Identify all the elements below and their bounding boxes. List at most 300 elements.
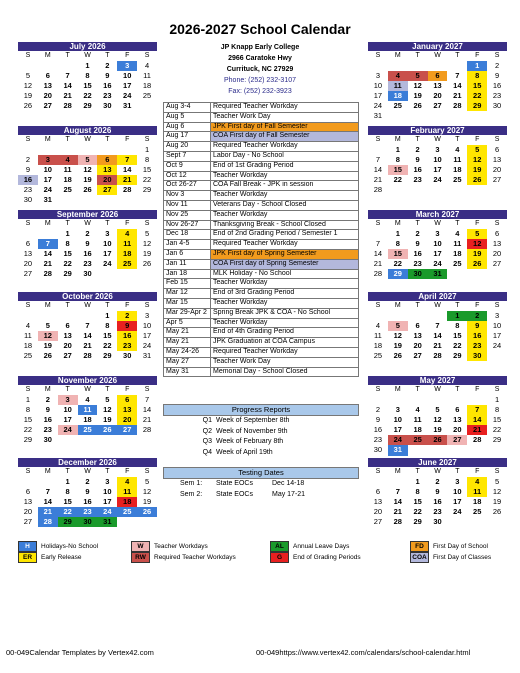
calendar-empty-cell xyxy=(428,527,448,537)
calendar-empty-cell xyxy=(137,527,157,537)
weekday-header: T xyxy=(415,136,420,143)
calendar-day: 8 xyxy=(144,155,150,165)
calendar-day: 8 xyxy=(395,155,400,165)
legend-key: G xyxy=(270,552,289,563)
calendar-empty-cell xyxy=(388,195,408,205)
school-fax: Fax: (252) 232-3923 xyxy=(228,88,292,95)
event-date: Jan 6 xyxy=(164,249,211,259)
calendar-empty-cell xyxy=(368,477,388,487)
progress-reports-heading: Progress Reports xyxy=(163,404,359,416)
calendar-day: 22 xyxy=(142,175,152,185)
calendar-day: 24 xyxy=(373,101,383,111)
calendar-day: 10 xyxy=(453,487,462,497)
calendar-day: 16 xyxy=(492,81,502,91)
calendar-day: 22 xyxy=(492,425,502,435)
calendar-day: 2 xyxy=(375,405,380,415)
testing-dates-heading: Testing Dates xyxy=(163,467,359,479)
calendar-day: 21 xyxy=(63,91,72,101)
event-date: Mar 15 xyxy=(164,298,211,308)
calendar-day: 7 xyxy=(45,487,50,497)
event-description: Required Teacher Workday xyxy=(211,103,359,113)
calendar-day: 23 xyxy=(23,185,33,195)
calendar-empty-cell xyxy=(388,395,408,405)
calendar-empty-cell xyxy=(137,361,157,371)
calendar-empty-cell xyxy=(137,279,157,289)
calendar-empty-cell xyxy=(447,195,467,205)
calendar-day: 28 xyxy=(142,425,152,435)
testing-semester: Sem 1: xyxy=(180,480,203,487)
weekday-header: S xyxy=(25,220,31,227)
calendar-day: 17 xyxy=(373,91,383,101)
calendar-empty-cell xyxy=(408,111,428,121)
calendar-day: 13 xyxy=(433,81,442,91)
calendar-day: 7 xyxy=(38,239,58,249)
calendar-day: 27 xyxy=(117,425,137,435)
event-date: Nov 3 xyxy=(164,191,211,201)
calendar-day: 12 xyxy=(103,405,112,415)
calendar-day: 27 xyxy=(413,351,422,361)
calendar-empty-cell xyxy=(38,527,58,537)
calendar-day: 14 xyxy=(43,497,52,507)
calendar-day: 21 xyxy=(373,175,383,185)
calendar-day: 20 xyxy=(413,341,422,351)
calendar-day: 3 xyxy=(117,61,137,71)
event-date: Jan 11 xyxy=(164,259,211,269)
weekday-header: T xyxy=(105,468,110,475)
calendar-empty-cell xyxy=(447,269,467,279)
calendar-day: 1 xyxy=(144,145,150,154)
calendar-day: 10 xyxy=(63,405,72,415)
calendar-empty-cell xyxy=(487,351,507,361)
calendar-empty-cell xyxy=(58,61,78,71)
calendar-day: 12 xyxy=(23,81,33,91)
calendar-day: 11 xyxy=(453,155,462,165)
progress-quarter: Q4 xyxy=(202,448,212,456)
calendar-day: 1 xyxy=(494,395,500,404)
calendar-day: 3 xyxy=(494,311,500,320)
calendar-day: 12 xyxy=(142,487,152,497)
calendar-day: 10 xyxy=(433,155,442,165)
legend-item xyxy=(18,541,98,551)
month-block xyxy=(368,292,507,372)
weekday-header: T xyxy=(455,52,460,59)
weekday-header: F xyxy=(125,468,130,475)
calendar-day: 21 xyxy=(453,91,462,101)
calendar-day: 18 xyxy=(83,415,92,425)
calendar-day: 8 xyxy=(25,405,30,415)
calendar-day: 25 xyxy=(63,185,72,195)
calendar-empty-cell xyxy=(117,111,137,121)
progress-week: Week of February 8th xyxy=(216,438,284,445)
calendar-empty-cell xyxy=(487,185,507,195)
weekday-header: T xyxy=(105,386,110,393)
calendar-day: 14 xyxy=(43,249,52,259)
calendar-day: 1 xyxy=(105,311,110,320)
calendar-day: 23 xyxy=(83,259,92,269)
calendar-day: 9 xyxy=(375,415,380,425)
calendar-day: 19 xyxy=(413,91,422,101)
event-description: Memorial Day - School Closed xyxy=(211,367,359,377)
event-description: Teacher Workday xyxy=(211,279,359,289)
event-row xyxy=(164,338,359,348)
calendar-day: 21 xyxy=(43,259,52,269)
calendar-day: 6 xyxy=(25,487,30,497)
event-row xyxy=(164,328,359,338)
calendar-empty-cell xyxy=(38,477,58,487)
calendar-day: 2 xyxy=(85,477,90,486)
calendar-empty-cell xyxy=(368,195,388,205)
weekday-header: F xyxy=(125,220,130,227)
calendar-empty-cell xyxy=(38,361,58,371)
calendar-day: 26 xyxy=(467,175,487,185)
calendar-day: 7 xyxy=(85,321,90,331)
weekday-header: M xyxy=(44,136,51,143)
calendar-day: 15 xyxy=(103,331,112,341)
calendar-empty-cell xyxy=(117,195,137,205)
calendar-day: 18 xyxy=(453,249,462,259)
calendar-day: 7 xyxy=(375,239,380,249)
calendar-day: 28 xyxy=(473,435,482,445)
calendar-day: 17 xyxy=(433,165,442,175)
calendar-day: 10 xyxy=(43,165,52,175)
calendar-day: 22 xyxy=(58,507,78,517)
legend-item xyxy=(410,552,491,562)
calendar-empty-cell xyxy=(388,279,408,289)
calendar-day: 20 xyxy=(97,175,117,185)
calendar-day: 7 xyxy=(375,155,380,165)
calendar-empty-cell xyxy=(117,445,137,455)
calendar-day: 21 xyxy=(433,341,442,351)
weekday-header: F xyxy=(475,220,480,227)
calendar-day: 25 xyxy=(408,435,428,445)
calendar-day: 9 xyxy=(45,405,50,415)
calendar-day: 3 xyxy=(455,477,460,486)
calendar-day: 15 xyxy=(413,497,422,507)
month-block xyxy=(18,376,157,456)
calendar-empty-cell xyxy=(388,477,408,487)
calendar-day: 28 xyxy=(123,185,132,195)
progress-week: Week of September 8th xyxy=(216,417,290,424)
calendar-day: 9 xyxy=(105,71,110,81)
calendar-day: 21 xyxy=(83,341,92,351)
calendar-empty-cell xyxy=(408,527,428,537)
calendar-day: 31 xyxy=(388,445,408,455)
calendar-day: 22 xyxy=(413,507,422,517)
calendar-day: 5 xyxy=(388,321,408,331)
calendar-day: 29 xyxy=(467,101,487,111)
calendar-empty-cell xyxy=(18,445,38,455)
event-row xyxy=(164,367,359,377)
calendar-day: 8 xyxy=(455,321,460,331)
calendar-day: 8 xyxy=(415,487,420,497)
calendar-day: 1 xyxy=(395,229,400,238)
calendar-day: 1 xyxy=(85,61,90,70)
calendar-day: 16 xyxy=(43,415,52,425)
calendar-day: 30 xyxy=(103,101,112,111)
calendar-day: 25 xyxy=(473,507,482,517)
calendar-day: 25 xyxy=(453,175,462,185)
weekday-header: S xyxy=(144,136,150,143)
calendar-day: 3 xyxy=(58,395,78,405)
calendar-day: 25 xyxy=(78,425,98,435)
calendar-day: 25 xyxy=(117,507,137,517)
calendar-empty-cell xyxy=(447,527,467,537)
calendar-day: 31 xyxy=(428,269,448,279)
weekday-header: F xyxy=(125,302,130,309)
calendar-day: 23 xyxy=(117,341,137,351)
month-title: August 2026 xyxy=(18,126,157,135)
calendar-day: 14 xyxy=(453,81,462,91)
calendar-day: 27 xyxy=(43,101,52,111)
weekday-header: S xyxy=(144,302,150,309)
calendar-day: 30 xyxy=(43,435,52,445)
event-description: Required Teacher Workday xyxy=(211,142,359,152)
weekday-header: T xyxy=(455,302,460,309)
school-phone: Phone: (252) 232-3107 xyxy=(224,77,296,84)
weekday-header: W xyxy=(434,468,441,475)
calendar-empty-cell xyxy=(447,361,467,371)
calendar-day: 4 xyxy=(58,155,78,165)
calendar-day: 3 xyxy=(395,405,400,415)
calendar-empty-cell xyxy=(97,145,117,155)
calendar-day: 28 xyxy=(433,351,442,361)
calendar-day: 9 xyxy=(494,71,500,81)
weekday-header: F xyxy=(125,136,130,143)
calendar-day: 8 xyxy=(395,239,400,249)
calendar-day: 15 xyxy=(388,165,408,175)
testing-date: Dec 14-18 xyxy=(272,480,305,487)
weekday-header: S xyxy=(25,386,31,393)
calendar-day: 26 xyxy=(428,435,448,445)
calendar-day: 17 xyxy=(123,81,132,91)
calendar-day: 19 xyxy=(433,425,442,435)
event-row xyxy=(164,181,359,191)
calendar-day: 5 xyxy=(144,477,150,486)
event-description: JPK Graduation at COA Campus xyxy=(211,338,359,348)
calendar-day: 7 xyxy=(117,155,137,165)
event-row xyxy=(164,112,359,122)
calendar-day: 22 xyxy=(393,175,402,185)
calendar-day: 24 xyxy=(103,259,112,269)
calendar-day: 4 xyxy=(375,321,380,331)
event-date: Jan 4-5 xyxy=(164,240,211,250)
calendar-day: 12 xyxy=(38,331,58,341)
weekday-header: T xyxy=(415,52,420,59)
calendar-day: 11 xyxy=(117,487,137,497)
month-title: November 2026 xyxy=(18,376,157,385)
calendar-day: 6 xyxy=(428,71,448,81)
calendar-day: 26 xyxy=(142,259,152,269)
calendar-empty-cell xyxy=(467,279,487,289)
legend-label: Holidays-No School xyxy=(41,543,99,551)
calendar-day: 6 xyxy=(494,145,500,154)
calendar-day: 9 xyxy=(85,487,90,497)
calendar-day: 20 xyxy=(492,165,502,175)
calendar-day: 29 xyxy=(142,185,152,195)
event-date: Feb 15 xyxy=(164,279,211,289)
weekday-header: S xyxy=(375,52,381,59)
calendar-day: 11 xyxy=(24,331,32,341)
weekday-header: T xyxy=(65,302,70,309)
weekday-header: S xyxy=(375,136,381,143)
calendar-empty-cell xyxy=(38,445,58,455)
calendar-day: 28 xyxy=(453,101,462,111)
calendar-empty-cell xyxy=(78,311,98,321)
calendar-day: 25 xyxy=(142,91,152,101)
calendar-day: 6 xyxy=(65,321,70,331)
event-date: Oct 9 xyxy=(164,161,211,171)
calendar-day: 11 xyxy=(143,71,151,81)
calendar-empty-cell xyxy=(368,61,388,71)
calendar-day: 20 xyxy=(492,249,502,259)
calendar-day: 3 xyxy=(435,229,440,238)
calendar-day: 10 xyxy=(142,321,152,331)
calendar-day: 4 xyxy=(415,405,420,415)
calendar-day: 10 xyxy=(373,81,383,91)
calendar-day: 6 xyxy=(97,155,117,165)
event-description: COA First day of Spring Semester xyxy=(211,259,359,269)
calendar-day: 27 xyxy=(492,175,502,185)
calendar-day: 18 xyxy=(453,165,462,175)
calendar-day: 22 xyxy=(103,341,112,351)
calendar-day: 24 xyxy=(43,185,52,195)
calendar-day: 23 xyxy=(413,259,422,269)
calendar-day: 23 xyxy=(413,175,422,185)
month-block xyxy=(368,376,507,456)
event-row xyxy=(164,347,359,357)
calendar-day: 13 xyxy=(373,497,383,507)
calendar-day: 16 xyxy=(117,331,137,341)
calendar-day: 13 xyxy=(492,239,502,249)
school-address-line2: Currituck, NC 27929 xyxy=(226,66,294,73)
event-row xyxy=(164,230,359,240)
calendar-empty-cell xyxy=(38,145,58,155)
calendar-day: 3 xyxy=(435,145,440,154)
event-row xyxy=(164,151,359,161)
calendar-day: 26 xyxy=(83,185,92,195)
calendar-day: 18 xyxy=(23,341,33,351)
calendar-day: 15 xyxy=(63,249,72,259)
calendar-day: 25 xyxy=(23,351,33,361)
calendar-day: 17 xyxy=(43,175,52,185)
calendar-day: 22 xyxy=(393,259,402,269)
calendar-day: 24 xyxy=(453,507,462,517)
calendar-empty-cell xyxy=(78,145,98,155)
calendar-day: 6 xyxy=(375,487,380,497)
event-description: MLK Holiday - No School xyxy=(211,269,359,279)
calendar-day: 27 xyxy=(447,435,467,445)
calendar-day: 5 xyxy=(45,321,50,331)
calendar-day: 20 xyxy=(433,91,442,101)
calendar-day: 27 xyxy=(63,351,72,361)
calendar-day: 19 xyxy=(43,341,52,351)
calendar-empty-cell xyxy=(38,229,58,239)
calendar-day: 10 xyxy=(492,321,502,331)
calendar-empty-cell xyxy=(58,145,78,155)
month-title: September 2026 xyxy=(18,210,157,219)
month-title: June 2027 xyxy=(368,458,507,467)
calendar-day: 17 xyxy=(103,497,112,507)
calendar-day: 12 xyxy=(467,239,487,249)
calendar-day: 1 xyxy=(395,145,400,154)
calendar-empty-cell xyxy=(38,279,58,289)
weekday-header: T xyxy=(455,386,460,393)
calendar-empty-cell xyxy=(428,185,448,195)
calendar-day: 8 xyxy=(65,487,70,497)
calendar-day: 20 xyxy=(43,91,52,101)
calendar-day: 1 xyxy=(467,61,487,71)
calendar-day: 6 xyxy=(415,321,420,331)
calendar-day: 5 xyxy=(467,229,487,239)
calendar-day: 10 xyxy=(103,239,112,249)
calendar-day: 15 xyxy=(23,415,33,425)
event-description: End of 1st Grading Period xyxy=(211,161,359,171)
weekday-header: S xyxy=(25,468,31,475)
legend-key: AL xyxy=(270,541,289,552)
calendar-empty-cell xyxy=(428,279,448,289)
calendar-day: 25 xyxy=(373,351,383,361)
weekday-header: T xyxy=(105,136,110,143)
month-block xyxy=(368,458,507,538)
calendar-day: 9 xyxy=(85,239,90,249)
calendar-empty-cell xyxy=(447,61,467,71)
month-title: January 2027 xyxy=(368,42,507,51)
legend-key: ER xyxy=(18,552,37,563)
calendar-empty-cell xyxy=(447,517,467,527)
event-row xyxy=(164,240,359,250)
weekday-header: W xyxy=(84,302,91,309)
calendar-day: 18 xyxy=(388,91,408,101)
calendar-empty-cell xyxy=(18,279,38,289)
calendar-empty-cell xyxy=(117,527,137,537)
calendar-day: 24 xyxy=(388,435,408,445)
calendar-day: 1 xyxy=(447,311,467,321)
calendar-day: 8 xyxy=(105,321,110,331)
calendar-day: 5 xyxy=(78,155,98,165)
calendar-day: 7 xyxy=(455,71,460,81)
month-block xyxy=(18,292,157,372)
testing-name: State EOCs xyxy=(216,480,253,487)
calendar-day: 31 xyxy=(123,101,132,111)
weekday-header: T xyxy=(415,220,420,227)
event-description: Required Teacher Workday xyxy=(211,347,359,357)
calendar-day: 15 xyxy=(142,165,152,175)
calendar-day: 18 xyxy=(473,497,482,507)
weekday-header: T xyxy=(455,220,460,227)
calendar-day: 21 xyxy=(393,507,402,517)
event-description: Spring Break JPK & COA - No School xyxy=(211,308,359,318)
month-title: December 2026 xyxy=(18,458,157,467)
calendar-empty-cell xyxy=(78,279,98,289)
weekday-header: T xyxy=(105,302,110,309)
calendar-day: 11 xyxy=(117,239,137,249)
calendar-empty-cell xyxy=(137,269,157,279)
progress-week: Week of November 9th xyxy=(216,427,288,435)
calendar-day: 19 xyxy=(467,165,487,175)
weekday-header: S xyxy=(494,220,500,227)
calendar-day: 23 xyxy=(492,91,502,101)
calendar-empty-cell xyxy=(58,195,78,205)
event-description: JPK First day of Fall Semester xyxy=(211,122,359,132)
weekday-header: S xyxy=(144,220,150,227)
event-date: May 27 xyxy=(164,357,211,367)
calendar-day: 13 xyxy=(413,331,422,341)
calendar-empty-cell xyxy=(58,361,78,371)
calendar-day: 11 xyxy=(467,487,487,497)
calendar-empty-cell xyxy=(97,279,117,289)
calendar-empty-cell xyxy=(388,185,408,195)
weekday-header: T xyxy=(455,136,460,143)
